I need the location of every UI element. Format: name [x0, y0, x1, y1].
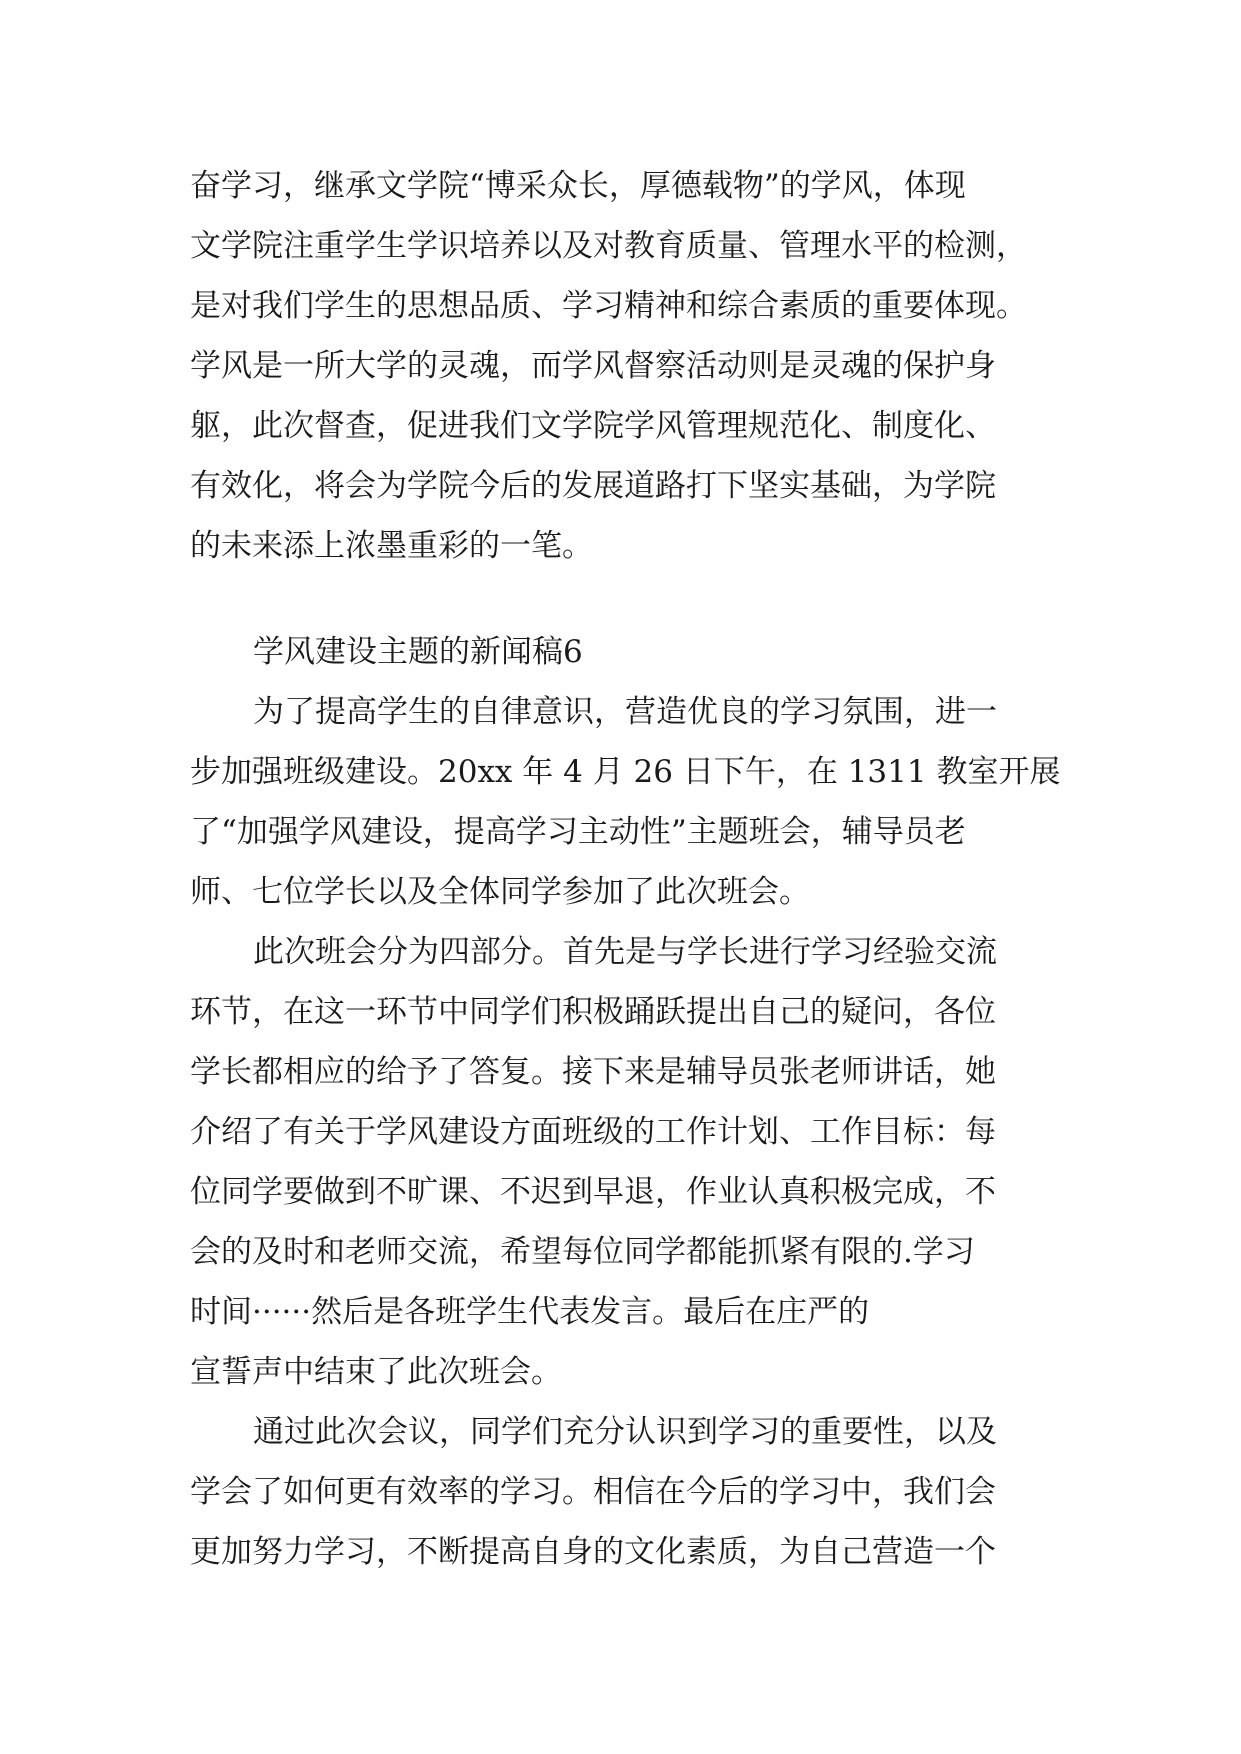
- text-line: 学会了如何更有效率的学习。相信在今后的学习中，我们会: [190, 1474, 996, 1510]
- text-line: 的未来添上浓墨重彩的一笔。: [190, 528, 593, 564]
- text-line: 时间······然后是各班学生代表发言。最后在庄严的: [190, 1294, 870, 1330]
- text-line: 会的及时和老师交流，希望每位同学都能抓紧有限的.学习: [190, 1234, 975, 1270]
- text-line: 介绍了有关于学风建设方面班级的工作计划、工作目标：每: [190, 1114, 996, 1150]
- text-line: 是对我们学生的思想品质、学习精神和综合素质的重要体现。: [190, 288, 1027, 324]
- text-line: 奋学习，继承文学院“博采众长，厚德载物”的学风，体现: [190, 168, 966, 204]
- text-line: 步加强班级建设。20xx 年 4 月 26 日下午，在 1311 教室开展: [190, 754, 1061, 790]
- text-line: 宣誓声中结束了此次班会。: [190, 1354, 562, 1390]
- text-line: 环节，在这一环节中同学们积极踊跃提出自己的疑问，各位: [190, 994, 996, 1030]
- section-heading: 学风建设主题的新闻稿6: [253, 634, 583, 670]
- text-line: 位同学要做到不旷课、不迟到早退，作业认真积极完成，不: [190, 1174, 996, 1210]
- text-line: 了“加强学风建设，提高学习主动性”主题班会，辅导员老: [190, 814, 966, 850]
- text-line: 更加努力学习，不断提高自身的文化素质，为自己营造一个: [190, 1534, 996, 1570]
- text-line: 学风是一所大学的灵魂，而学风督察活动则是灵魂的保护身: [190, 348, 996, 384]
- text-line: 有效化，将会为学院今后的发展道路打下坚实基础，为学院: [190, 468, 996, 504]
- text-line: 文学院注重学生学识培养以及对教育质量、管理水平的检测，: [190, 228, 1027, 264]
- text-line: 师、七位学长以及全体同学参加了此次班会。: [190, 874, 810, 910]
- text-line: 此次班会分为四部分。首先是与学长进行学习经验交流: [253, 934, 997, 970]
- text-line: 通过此次会议，同学们充分认识到学习的重要性，以及: [253, 1414, 997, 1450]
- text-line: 躯，此次督查，促进我们文学院学风管理规范化、制度化、: [190, 408, 996, 444]
- text-line: 为了提高学生的自律意识，营造优良的学习氛围，进一: [253, 694, 997, 730]
- text-line: 学长都相应的给予了答复。接下来是辅导员张老师讲话，她: [190, 1054, 996, 1090]
